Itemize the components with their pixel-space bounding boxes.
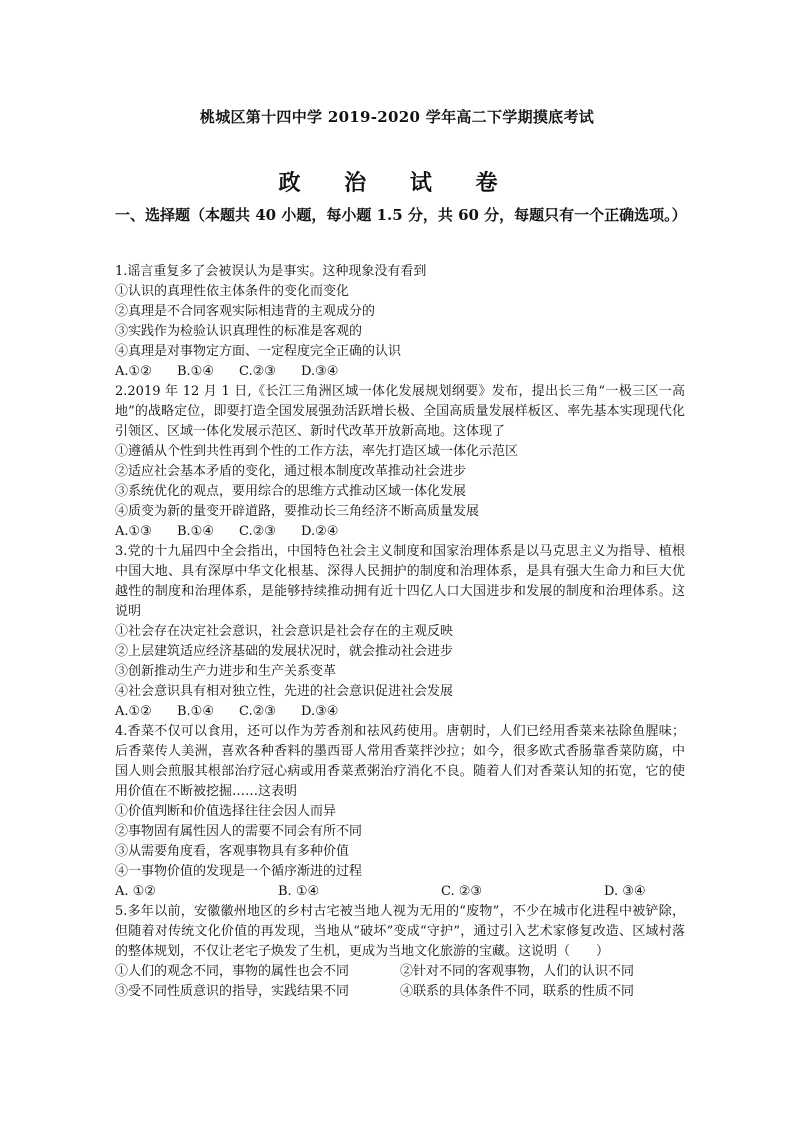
choice-a: A.①②: [115, 704, 152, 719]
question-2: [115, 382, 685, 542]
question-stem: 3.党的十九届四中全会指出，中国特色社会主义制度和国家治理体系是以马克思主义为指导、植根中国大地、具有深厚中华文化根基、深得人民拥护的制度和治理体系，是具有强大生命力和巨大优越性的制度和治理体系，是能够持续推动拥有近十四亿人口大国进步和发展的制度和治理体系。这说明: [115, 544, 685, 619]
question-stem: 2.2019 年 12 月 1 日,《长江三角洲区域一体化发展规划纲要》发布，提出长三角“一极三区一高地”的战略定位，即要打造全国发展强劲活跃增长极、全国高质量发展样板区、率先基本实现现代化引领区、区域一体化发展示范区、新时代改革开放新高地。这体现了: [115, 384, 685, 439]
question-5: [115, 902, 685, 1002]
question-stem: 1.谣言重复多了会被误认为是事实。这种现象没有看到: [115, 264, 427, 279]
choice-b: B.①④: [177, 524, 214, 539]
choice-c: C. ②③: [441, 884, 483, 899]
option: ②真理是不合同客观实际相违背的主观成分的: [115, 304, 376, 319]
answer-choices: [115, 702, 685, 722]
exam-title: 政 治 试 卷: [278, 170, 516, 196]
question-4: [115, 722, 685, 902]
question-stem: 4.香菜不仅可以食用，还可以作为芳香剂和祛风药使用。唐朝时，人们已经用香菜来祛除鱼腥味；后香菜传人美洲，喜欢各种香料的墨西哥人常用香菜拌沙拉；如今，很多欧式香肠靠香菜防腐，中国人则会煎服其根部治疗冠心病或用香菜煮粥治疗消化不良。随着人们对香菜认知的拓宽，它的使用价值在不断被挖掘……这表明: [115, 724, 685, 799]
option: ③受不同性质意识的指导，实践结果不同: [115, 984, 350, 999]
choice-c: C.②③: [239, 704, 276, 719]
option: ④质变为新的量变开辟道路，要推动长三角经济不断高质量发展: [115, 504, 480, 519]
option: ②适应社会基本矛盾的变化，通过根本制度改革推动社会进步: [115, 464, 467, 479]
choice-b: B. ①④: [278, 884, 320, 899]
choice-a: A.①③: [115, 524, 152, 539]
question-list: [115, 262, 685, 1002]
option: ③创新推动生产力进步和生产关系变革: [115, 664, 337, 679]
choice-c: C.②③: [239, 364, 276, 379]
choice-d: D.②④: [301, 524, 339, 539]
answer-choices: [115, 362, 685, 382]
option: ②上层建筑适应经济基础的发展状况时，就会推动社会进步: [115, 644, 454, 659]
section-heading: 一、选择题（本题共 40 小题，每小题 1.5 分，共 60 分，每题只有一个正确选项。）: [115, 206, 687, 224]
option-row: [115, 962, 685, 982]
choice-a: A. ①②: [115, 884, 156, 899]
option: ③系统优化的观点，要用综合的思维方式推动区域一体化发展: [115, 484, 467, 499]
answer-choices: [115, 522, 685, 542]
option: ②针对不同的客观事物，人们的认识不同: [400, 964, 635, 979]
option: ③从需要角度看，客观事物具有多种价值: [115, 844, 350, 859]
choice-b: B.①④: [177, 704, 214, 719]
option: ④真理是对事物定方面、一定程度完全正确的认识: [115, 344, 402, 359]
choice-d: D.③④: [301, 364, 339, 379]
question-stem: 5.多年以前，安徽徽州地区的乡村古宅被当地人视为无用的“废物”，不少在城市化进程中被铲除，但随着对传统文化价值的再发现，当地从“破坏”变成“守护”，通过引入艺术家修复改造、区域村落的整体规划，不仅让老宅子焕发了生机，更成为当地文化旅游的宝藏。这说明（ ）: [115, 904, 685, 959]
question-3: [115, 542, 685, 722]
option: ④一事物价值的发现是一个循序渐进的过程: [115, 864, 363, 879]
option: ①价值判断和价值选择往往会因人而异: [115, 804, 337, 819]
option: ③实践作为检验认识真理性的标准是客观的: [115, 324, 363, 339]
choice-d: D.③④: [301, 704, 339, 719]
choice-c: C.②③: [239, 524, 276, 539]
choice-d: D. ③④: [604, 884, 646, 899]
option: ④联系的具体条件不同，联系的性质不同: [400, 984, 635, 999]
option: ①人们的观念不同，事物的属性也会不同: [115, 964, 350, 979]
option: ④社会意识具有相对独立性，先进的社会意识促进社会发展: [115, 684, 454, 699]
option-row: [115, 982, 685, 1002]
answer-choices: [115, 882, 685, 902]
option: ①社会存在决定社会意识，社会意识是社会存在的主观反映: [115, 624, 454, 639]
option: ①遵循从个性到共性再到个性的工作方法，率先打造区域一体化示范区: [115, 444, 519, 459]
option: ①认识的真理性依主体条件的变化而变化: [115, 284, 350, 299]
question-1: [115, 262, 685, 382]
option: ②事物固有属性因人的需要不同会有所不同: [115, 824, 363, 839]
school-header: 桃城区第十四中学 2019-2020 学年高二下学期摸底考试: [199, 108, 595, 126]
choice-b: B.①④: [177, 364, 214, 379]
choice-a: A.①②: [115, 364, 152, 379]
